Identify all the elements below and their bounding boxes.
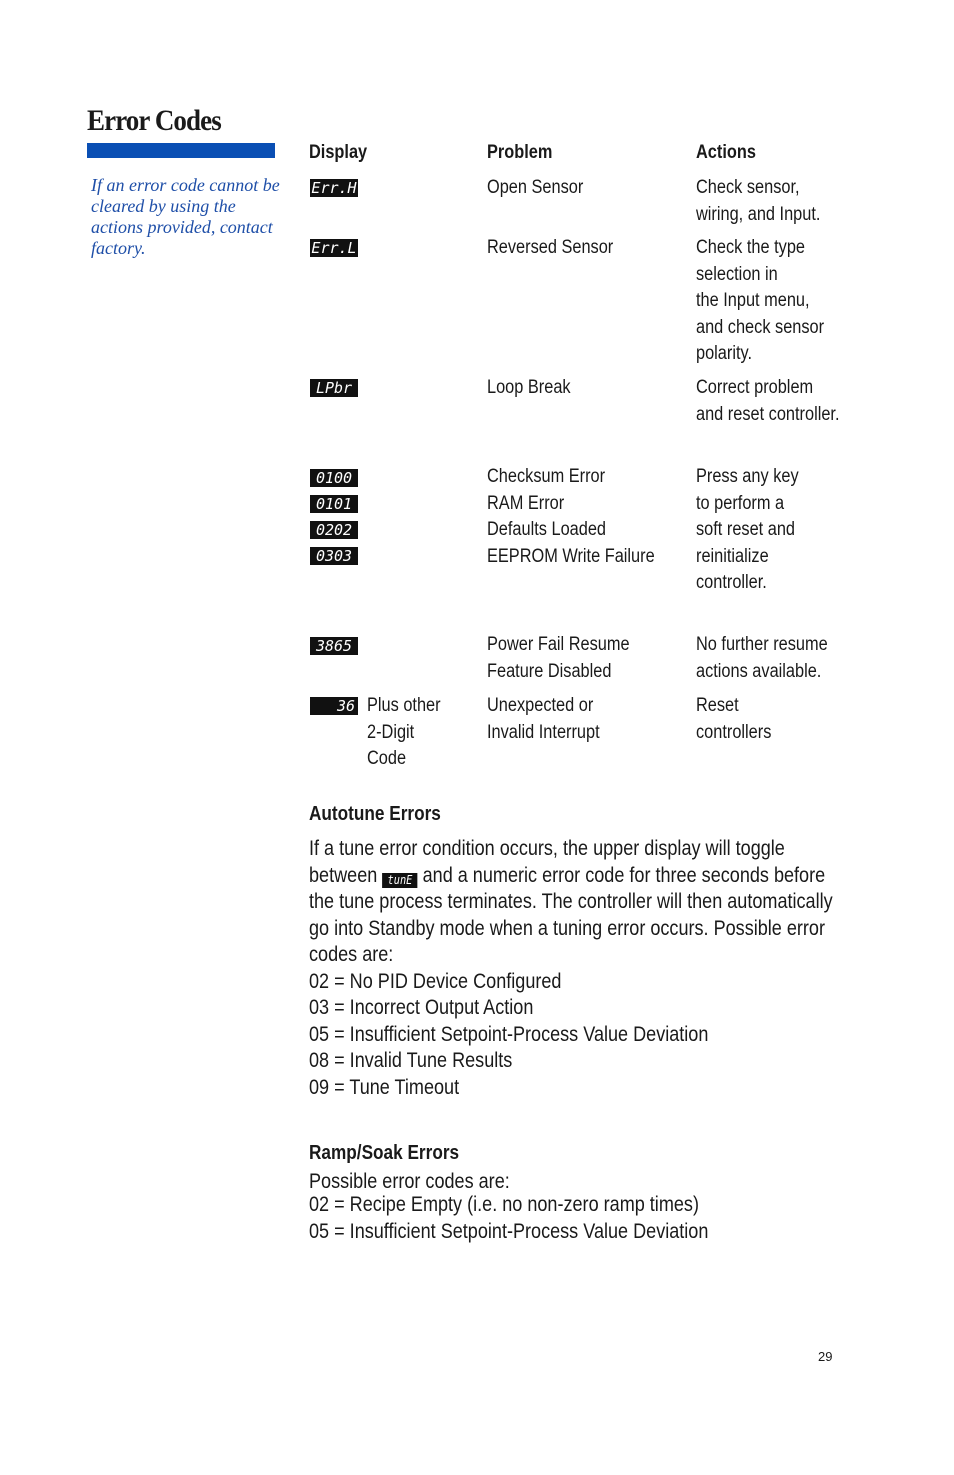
display-code: 3865	[310, 637, 358, 655]
actions-text: Check the type selection in the Input menu, and check sensor polarity.	[696, 237, 825, 364]
list-item: 05 = Insufficient Setpoint-Process Value Deviation	[309, 1022, 709, 1046]
column-header-display: Display	[309, 142, 368, 163]
display-code: 36	[310, 697, 358, 715]
problem-text: Open Sensor	[487, 177, 584, 198]
column-header-actions: Actions	[696, 142, 756, 163]
ramp-soak-intro: Possible error codes are:	[309, 1170, 510, 1193]
actions-text: Reset controllers	[696, 695, 772, 743]
actions-text: Check sensor, wiring, and Input.	[696, 177, 821, 225]
problem-text: Loop Break	[487, 377, 571, 398]
display-code: 0100	[310, 469, 358, 487]
list-item: 02 = Recipe Empty (i.e. no non-zero ramp times)	[309, 1193, 699, 1216]
side-note: If an error code cannot be cleared by using the actions provided, contact factory.	[91, 175, 280, 258]
list-item: 03 = Incorrect Output Action	[309, 996, 534, 1019]
title-accent-bar	[87, 143, 275, 158]
display-code: LPbr	[310, 379, 358, 397]
page-number: 29	[818, 1349, 833, 1364]
column-header-problem: Problem	[487, 142, 553, 163]
display-code: Err.L	[311, 239, 357, 257]
problem-text: Reversed Sensor	[487, 237, 614, 258]
list-item: 02 = No PID Device Configured	[309, 969, 562, 993]
problem-text: Power Fail Resume Feature Disabled	[487, 634, 630, 682]
display-note: Plus other 2-Digit Code	[367, 695, 441, 769]
actions-text: Correct problem and reset controller.	[696, 377, 840, 425]
display-code: 0101	[310, 495, 358, 513]
ramp-soak-heading: Ramp/Soak Errors	[309, 1142, 460, 1164]
tune-display-code: tunE	[382, 873, 417, 888]
problem-text: Checksum Error RAM Error Defaults Loaded EEPROM Write Failure	[487, 466, 655, 567]
display-code: 0303	[310, 547, 358, 565]
display-code: 0202	[310, 521, 358, 539]
actions-text: Press any key to perform a soft reset and reinitialize controller.	[696, 466, 799, 593]
actions-text: No further resume actions available.	[696, 634, 828, 682]
autotune-paragraph: If a tune error condition occurs, the upper display will toggle between tunE and a numeric error code for three seconds before the tune process terminates. The controller will then automatically go into Standby mode when a tuning error occurs. Possible error codes are: 02 = No PID Device Configured 03 = Incorrect Output Action 05 = Insufficient Setpoint-Process Value Deviation 08 = Invalid Tune Results 09 = Tune Timeout	[309, 836, 833, 1101]
list-item: 09 = Tune Timeout	[309, 1075, 460, 1099]
problem-text: Unexpected or Invalid Interrupt	[487, 695, 600, 743]
autotune-heading: Autotune Errors	[309, 803, 441, 825]
display-code: Err.H	[311, 179, 357, 197]
page-title: Error Codes	[87, 104, 221, 137]
list-item: 05 = Insufficient Setpoint-Process Value Deviation	[309, 1219, 709, 1243]
list-item: 08 = Invalid Tune Results	[309, 1049, 513, 1072]
ramp-soak-codes	[309, 1192, 708, 1245]
